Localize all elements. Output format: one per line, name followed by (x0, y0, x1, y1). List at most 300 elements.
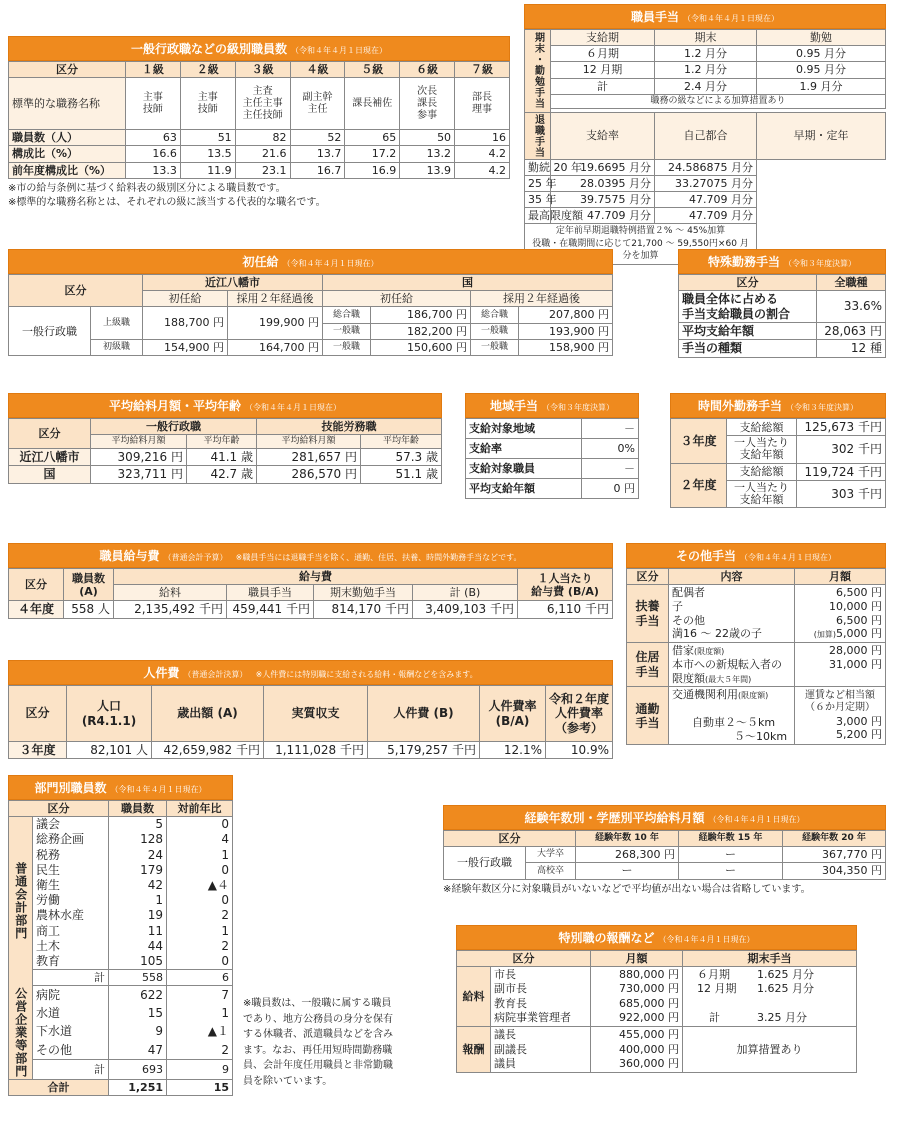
avg-cell: 286,570 円 (257, 466, 361, 483)
grade-note: ※標準的な職務名称とは、それぞれの級に該当する代表的な職名です。 (8, 196, 326, 208)
exp-edu: 大学卒 (526, 847, 576, 863)
grade-value: 4.2 (455, 146, 510, 162)
sc-h-kubun: 区分 (9, 569, 64, 601)
salarycost-note: ※職員手当には退職手当を除く、通勤、住居、扶養、時間外勤務手当などです。 (235, 553, 522, 562)
dept-change: 2 (167, 939, 233, 954)
special-section (678, 249, 886, 358)
pc-h3: 実質収支 (264, 686, 368, 742)
city-upper-initial: 188,700 円 (143, 307, 228, 339)
grade-subtitle: （令和４年４月１日現在） (291, 46, 387, 55)
grade-h5: ５級 (345, 62, 400, 78)
tsukin-v2: 5,200 円 (836, 728, 882, 742)
dept-count: 42 (109, 878, 167, 893)
dept-total-change: 15 (167, 1079, 233, 1095)
personnel-section (8, 660, 613, 759)
salarycost-title-text: 職員給与費 (99, 549, 160, 563)
grade-role: 主査 主任主事 主任技師 (235, 78, 290, 130)
grade-value: 17.2 (345, 146, 400, 162)
nat-type: 一般職 (323, 339, 371, 355)
region-label: 平均支給年額 (466, 479, 582, 499)
bonus-cell: 0.95 月分 (757, 62, 886, 78)
special-value: 28,063 円 (817, 322, 886, 339)
dept-count: 15 (109, 1005, 167, 1023)
salarycost-subtitle: （普通会計予算） (163, 553, 228, 562)
nat-val: 158,900 円 (519, 339, 613, 355)
pc-h1: 人口 (R4.1.1) (67, 686, 152, 742)
grade-role: 主事 技師 (180, 78, 235, 130)
dept-subtotal-count: 558 (109, 970, 167, 986)
sc-value: 558 人 (64, 601, 114, 618)
sp-pay: 455,000 円 (619, 1028, 679, 1042)
starting-h-kubun: 区分 (9, 275, 143, 307)
nat-val: 207,800 円 (519, 307, 613, 323)
ot-total-label: 支給総額 (727, 463, 797, 480)
ot-total-value: 119,724 千円 (797, 463, 886, 480)
dept-subtotal-label: 計 (33, 1060, 109, 1079)
avg-cell: 57.3 歳 (361, 448, 442, 465)
region-value: 0 円 (582, 479, 639, 499)
sp-post: 副市長 (494, 982, 527, 996)
exp-val: ー (576, 863, 679, 879)
avg-h-age2: 平均年齢 (361, 435, 442, 449)
region-value: 0% (582, 439, 639, 459)
bonus-cell: 0.95 月分 (757, 46, 886, 62)
grade-value: 23.1 (235, 162, 290, 178)
avg-h-pay2: 平均給料月額 (257, 435, 361, 449)
nat-type: 一般職 (323, 323, 371, 339)
dept-change: 2 (167, 1041, 233, 1060)
sc-value: 2,135,492 千円 (114, 601, 227, 618)
starting-subtitle: （令和４年４月１日現在） (282, 259, 379, 268)
pc-h5: 人件費率 (B/A) (480, 686, 546, 742)
city-upper-after: 199,900 円 (228, 307, 323, 339)
dept-group-label: 普通会計部門 (9, 817, 33, 986)
exp-val: 367,770 円 (783, 847, 886, 863)
region-title (465, 393, 639, 418)
ot-per-label: 一人当たり 支給年額 (727, 480, 797, 507)
sc-value: ４年度 (9, 601, 64, 618)
ot-total-value: 125,673 千円 (797, 419, 886, 436)
sc-sub: 給料 (114, 585, 227, 601)
special-h1: 区分 (679, 275, 817, 291)
personnel-subtitle: （普通会計決算） (183, 670, 248, 679)
other-section (626, 543, 886, 745)
fuyou-kasan: (加算) (813, 630, 836, 640)
tsukin-label: 通勤 手当 (627, 687, 669, 745)
dept-count: 128 (109, 832, 167, 847)
dept-count: 19 (109, 908, 167, 923)
ot-per-label: 一人当たり 支給年額 (727, 436, 797, 463)
avg-section (8, 393, 442, 484)
other-h1: 内容 (669, 569, 795, 585)
dept-name: 農林水産 (33, 908, 109, 923)
retire-label: 退職手当 (525, 112, 551, 159)
nat-type: 総合職 (471, 307, 519, 323)
dept-change: 7 (167, 986, 233, 1005)
fuyou-item: 子 (672, 599, 683, 613)
region-value: － (582, 419, 639, 439)
other-table (626, 568, 886, 745)
dept-name: 衛生 (33, 878, 109, 893)
allowance-title-text: 職員手当 (630, 10, 679, 24)
exp-val: 268,300 円 (576, 847, 679, 863)
grade-h1: １級 (126, 62, 181, 78)
ret-h1: 自己都合 (655, 112, 757, 159)
retire-cell: 勤続 20 年 (525, 159, 551, 175)
sc-h-per: １人当たり 給与費 (B/A) (518, 569, 613, 601)
avg-cell: 323,711 円 (91, 466, 187, 483)
dept-name: 労働 (33, 893, 109, 908)
grade-value: 13.2 (400, 146, 455, 162)
overtime-title-text: 時間外勤務手当 (697, 399, 782, 413)
bonus-total: 計 (551, 78, 655, 94)
specialpost-title (456, 925, 857, 950)
dept-total-count: 1,251 (109, 1079, 167, 1095)
grade-h3: ３級 (235, 62, 290, 78)
sc-sub: 期末勤勉手当 (314, 585, 413, 601)
sp-pay: 880,000 円 (619, 968, 679, 982)
jukyo-item: 本市への新規転入者の 限度額 (672, 657, 782, 685)
dept-change: 1 (167, 848, 233, 863)
tsukin-t1s: (限度額) (738, 691, 769, 701)
avg-h-gen: 一般行政職 (91, 419, 257, 435)
sp-pay: 685,000 円 (619, 996, 679, 1010)
sc-h-pay: 給与費 (114, 569, 518, 585)
fuyou-val: 6,500 円 (836, 613, 882, 627)
dept-title (8, 775, 233, 800)
starting-h-after-n: 採用２年経過後 (471, 291, 613, 307)
special-value: 33.6% (817, 291, 886, 323)
starting-title (8, 249, 613, 274)
dept-name: 民生 (33, 863, 109, 878)
grade-title (8, 36, 510, 61)
dept-name: その他 (33, 1041, 109, 1060)
bonus-cell: 1.2 月分 (655, 62, 757, 78)
grade-h6: ６級 (400, 62, 455, 78)
tsukin-r2: ５～10km (734, 729, 788, 743)
sp-hou-label: 報酬 (457, 1027, 491, 1073)
pc-h2: 歳出額 (A) (152, 686, 264, 742)
ot-per-value: 303 千円 (797, 480, 886, 507)
dept-name: 水道 (33, 1005, 109, 1023)
special-title (678, 249, 886, 274)
grade-value: 82 (235, 130, 290, 146)
exp-val: 304,350 円 (783, 863, 886, 879)
dept-count: 44 (109, 939, 167, 954)
bonus-note: 職務の級などによる加算措置あり (551, 94, 886, 108)
pc-value: 1,111,028 千円 (264, 742, 368, 759)
starting-row-label: 一般行政職 (9, 307, 91, 356)
dept-name: 総務企画 (33, 832, 109, 847)
exp-h1: 経験年数 10 年 (576, 831, 679, 847)
region-title-text: 地域手当 (489, 399, 538, 413)
fuyou-item: 配偶者 (672, 586, 705, 600)
bonus-total: 1.9 月分 (757, 78, 886, 94)
grade-row-label: 職員数（人） (9, 130, 126, 146)
starting-title-text: 初任給 (242, 255, 279, 269)
avg-h-tech: 技能労務職 (257, 419, 442, 435)
overtime-section (670, 393, 886, 508)
dept-subtotal-change: 6 (167, 970, 233, 986)
jukyo-note: (限度額) (694, 647, 725, 657)
dept-subtitle: （令和４年４月１日現在） (110, 785, 207, 794)
grade-notes (8, 182, 510, 210)
avg-cell: 42.7 歳 (187, 466, 257, 483)
salarycost-section (8, 543, 613, 619)
exp-subtitle: （令和４年４月１日現在） (708, 815, 805, 824)
retire-cell: 24.586875 月分 (655, 159, 757, 175)
starting-section (8, 249, 613, 356)
sp-pay: 730,000 円 (619, 982, 679, 996)
nat-val: 193,900 円 (519, 323, 613, 339)
bonus-total: 2.4 月分 (655, 78, 757, 94)
grade-value: 13.3 (126, 162, 181, 178)
pc-value: ３年度 (9, 742, 67, 759)
ret-note1: 定年前早期退職特例措置２% ～ 45%加算 (555, 226, 726, 237)
sp-post: 市長 (494, 968, 516, 982)
overtime-subtitle: （令和３年度決算） (786, 403, 858, 412)
avg-table (8, 418, 442, 484)
sp-pay: 400,000 円 (619, 1042, 679, 1056)
starting-junior: 初級職 (91, 339, 143, 355)
retire-cell: 39.7575 月分 (551, 191, 655, 207)
special-label: 職員全体に占める 手当支給職員の割合 (679, 291, 817, 323)
grade-value: 13.9 (400, 162, 455, 178)
region-table (465, 418, 639, 499)
grade-value: 16.9 (345, 162, 400, 178)
bonus-label: 期末・勤勉手当 (525, 30, 551, 113)
sc-value: 814,170 千円 (314, 601, 413, 618)
other-title (626, 543, 886, 568)
grade-h2: ２級 (180, 62, 235, 78)
dept-note: ※職員数は、一般職に属する職員であり、地方公務員の身分を保有する休職者、派遣職員などを含みます。なお、再任用短時間勤務職員、会計年度任用職員と非常勤職員を除いています。 (243, 998, 393, 1087)
sp-bonus-total-v: 3.25 月分 (757, 1011, 807, 1025)
exp-table (443, 830, 886, 880)
bonus-cell: 12 月期 (551, 62, 655, 78)
avg-title-text: 平均給料月額・平均年齢 (108, 399, 241, 413)
retire-cell: 19.6695 月分 (551, 159, 655, 175)
dept-count: 5 (109, 817, 167, 833)
retire-cell: 47.709 月分 (655, 191, 757, 207)
allowance-title (524, 4, 886, 29)
allowance-subtitle: （令和４年４月１日現在） (683, 14, 779, 23)
grade-value: 4.2 (455, 162, 510, 178)
starting-upper: 上級職 (91, 307, 143, 339)
dept-name: 病院 (33, 986, 109, 1005)
nat-type: 一般職 (471, 323, 519, 339)
sp-post: 議長 (494, 1028, 516, 1042)
avg-cell: 51.1 歳 (361, 466, 442, 483)
dept-h0: 区分 (9, 801, 109, 817)
dept-change: ▲１ (167, 1023, 233, 1041)
dept-h2: 対前年比 (167, 801, 233, 817)
grade-value: 16 (455, 130, 510, 146)
avg-cell: 41.1 歳 (187, 448, 257, 465)
dept-name: 下水道 (33, 1023, 109, 1041)
city-junior-after: 164,700 円 (228, 339, 323, 355)
sc-value: 459,441 千円 (227, 601, 314, 618)
grade-role: 部長 理事 (455, 78, 510, 130)
starting-table (8, 274, 613, 356)
tsukin-t1v: 運賃など相当額 （６か月定期） (805, 689, 875, 714)
region-label: 支給率 (466, 439, 582, 459)
exp-h3: 経験年数 20 年 (783, 831, 886, 847)
overtime-table (670, 418, 886, 508)
other-title-text: その他手当 (675, 549, 736, 563)
sp-pay: 922,000 円 (619, 1011, 679, 1025)
grade-role: 副主幹 主任 (290, 78, 345, 130)
grade-value: 16.6 (126, 146, 181, 162)
avg-cell: 近江八幡市 (9, 448, 91, 465)
dept-group-label: 公営企業等部門 (9, 986, 33, 1080)
ot-per-value: 302 千円 (797, 436, 886, 463)
sp-bonus-p: 12 月期 (697, 982, 737, 996)
sp-hou-note: 加算措置あり (683, 1027, 857, 1073)
nat-val: 186,700 円 (371, 307, 471, 323)
starting-h-after: 採用２年経過後 (228, 291, 323, 307)
avg-title (8, 393, 442, 418)
overtime-title (670, 393, 886, 418)
grade-value: 50 (400, 130, 455, 146)
starting-h-city: 近江八幡市 (143, 275, 323, 291)
region-subtitle: （令和３年度決算） (542, 403, 614, 412)
jukyo-note: (最大５年間) (705, 674, 752, 684)
grade-role: 主事 技師 (126, 78, 181, 130)
special-table (678, 274, 886, 358)
dept-name: 土木 (33, 939, 109, 954)
ret-h0: 支給率 (551, 112, 655, 159)
pc-value: 12.1% (480, 742, 546, 759)
fuyou-item: 満16 ～ 22歳の子 (672, 627, 762, 641)
pc-h0: 区分 (9, 686, 67, 742)
special-value: 12 種 (817, 340, 886, 357)
retire-cell: 33.27075 月分 (655, 175, 757, 191)
nat-val: 150,600 円 (371, 339, 471, 355)
grade-role: 課長補佐 (345, 78, 400, 130)
dept-total-label: 合計 (9, 1079, 109, 1095)
sp-post: 副議長 (494, 1042, 527, 1056)
grade-value: 51 (180, 130, 235, 146)
pc-value: 82,101 人 (67, 742, 152, 759)
fuyou-val: 10,000 円 (829, 599, 882, 613)
special-subtitle: （令和３年度決算） (784, 259, 856, 268)
sp-pay: 360,000 円 (619, 1056, 679, 1070)
dept-table (8, 800, 233, 1096)
exp-val: ー (679, 847, 783, 863)
fuyou-label: 扶養 手当 (627, 585, 669, 643)
bonus-h2: 勤勉 (757, 30, 886, 46)
dept-change: 1 (167, 1005, 233, 1023)
exp-val: ー (679, 863, 783, 879)
dept-count: 105 (109, 954, 167, 970)
grade-role-label: 標準的な職務名称 (9, 78, 126, 130)
pc-value: 10.9% (546, 742, 613, 759)
grade-value: 63 (126, 130, 181, 146)
bonus-cell: ６月期 (551, 46, 655, 62)
ot-total-label: 支給総額 (727, 419, 797, 436)
sp-bonus-p: ６月期 (697, 968, 730, 982)
sc-sub: 職員手当 (227, 585, 314, 601)
starting-h-nation: 国 (323, 275, 613, 291)
avg-h-kubun: 区分 (9, 419, 91, 449)
bonus-cell: 1.2 月分 (655, 46, 757, 62)
exp-note: ※経験年数区分に対象職員がいないなどで平均値が出ない場合は省略しています。 (443, 883, 811, 895)
special-h2: 全職種 (817, 275, 886, 291)
sc-h-staff: 職員数 (A) (64, 569, 114, 601)
exp-h2: 経験年数 15 年 (679, 831, 783, 847)
special-title-text: 特殊勤務手当 (707, 255, 780, 269)
other-h2: 月額 (795, 569, 886, 585)
dept-count: 1 (109, 893, 167, 908)
avg-cell: 281,657 円 (257, 448, 361, 465)
dept-subtotal-count: 693 (109, 1060, 167, 1079)
specialpost-title-text: 特別職の報酬など (558, 931, 655, 945)
retire-cell: 最高限度額 (525, 208, 551, 224)
dept-change: 2 (167, 908, 233, 923)
salarycost-table (8, 568, 613, 619)
grade-section (8, 36, 510, 210)
dept-title-text: 部門別職員数 (34, 781, 107, 795)
dept-name: 商工 (33, 924, 109, 939)
grade-h4: ４級 (290, 62, 345, 78)
personnel-note: ※人件費には特別職に支給される給料・報酬などを含みます。 (255, 670, 478, 679)
city-junior-initial: 154,900 円 (143, 339, 228, 355)
personnel-title-text: 人件費 (143, 666, 180, 680)
pc-h4: 人件費 (B) (368, 686, 480, 742)
jukyo-label: 住居 手当 (627, 643, 669, 687)
region-label: 支給対象地域 (466, 419, 582, 439)
jukyo-val: 28,000 円 (829, 644, 882, 658)
specialpost-subtitle: （令和４年４月１日現在） (658, 935, 755, 944)
dept-name: 税務 (33, 848, 109, 863)
tsukin-car: 自動車 (692, 715, 725, 729)
nat-type: 総合職 (323, 307, 371, 323)
pc-h6: 令和２年度 人件費率 （参考） (546, 686, 613, 742)
grade-value: 13.5 (180, 146, 235, 162)
tsukin-t1: 交通機関利用 (672, 688, 738, 702)
dept-count: 11 (109, 924, 167, 939)
grade-value: 52 (290, 130, 345, 146)
grade-note: ※市の給与条例に基づく給料表の級別区分による職員数です。 (8, 182, 286, 194)
grade-value: 65 (345, 130, 400, 146)
grade-title-text: 一般行政職などの級別職員数 (130, 42, 287, 56)
dept-change: ▲４ (167, 878, 233, 893)
nat-type: 一般職 (471, 339, 519, 355)
nat-val: 182,200 円 (371, 323, 471, 339)
specialpost-table (456, 950, 857, 1073)
sp-bonus-v: 1.625 月分 (757, 982, 814, 996)
retire-cell: 47.709 月分 (551, 208, 655, 224)
retire-cell: 35 年 (525, 191, 551, 207)
avg-subtitle: （令和４年４月１日現在） (245, 403, 341, 412)
bonus-h1: 期末 (655, 30, 757, 46)
sp-bonus-v: 1.625 月分 (757, 968, 814, 982)
grade-table (8, 61, 510, 179)
sp-bonus-total: 計 (709, 1011, 720, 1025)
personnel-table (8, 685, 613, 759)
dept-subtotal-label: 計 (33, 970, 109, 986)
sp-post: 教育長 (494, 996, 527, 1010)
dept-h1: 職員数 (109, 801, 167, 817)
dept-change: 0 (167, 863, 233, 878)
pc-value: 5,179,257 千円 (368, 742, 480, 759)
exp-title-text: 経験年数別・学歴別平均給料月額 (524, 811, 705, 825)
region-section (465, 393, 639, 499)
pc-value: 42,659,982 千円 (152, 742, 264, 759)
special-label: 手当の種類 (679, 340, 817, 357)
bonus-h0: 支給期 (551, 30, 655, 46)
sp-h1: 月額 (591, 951, 683, 967)
